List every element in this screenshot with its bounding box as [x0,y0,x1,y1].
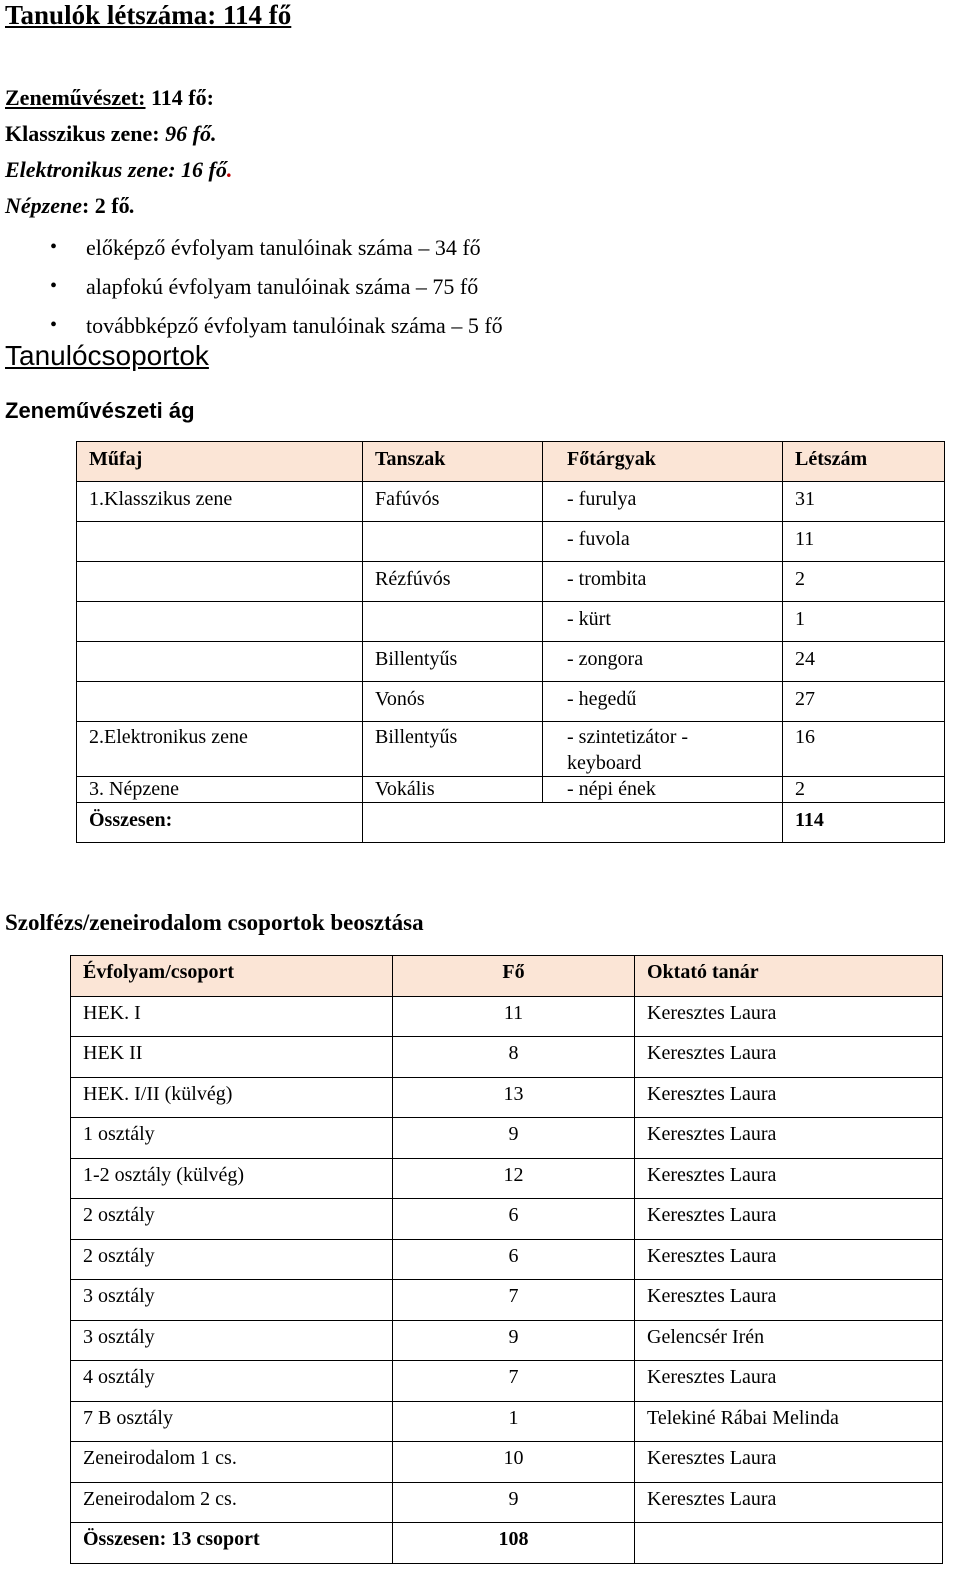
table-cell: 9 [393,1320,635,1361]
column-header: Évfolyam/csoport [71,956,393,997]
table-cell: 13 [393,1077,635,1118]
table-cell: Telekiné Rábai Melinda [635,1401,943,1442]
table-cell: - hegedű [543,682,783,722]
table-row [71,1442,943,1483]
solfege-table [70,955,943,1564]
table-total-row [71,1523,943,1564]
table-cell: - fuvola [543,522,783,562]
table-cell: 7 [393,1361,635,1402]
table-cell: Zeneirodalom 1 cs. [71,1442,393,1483]
table-total-row [77,803,945,843]
table-cell: Zeneirodalom 2 cs. [71,1482,393,1523]
table-cell: 24 [783,642,945,682]
table-cell: 2 osztály [71,1199,393,1240]
table-cell: 2 [783,562,945,602]
summary-music-value: 114 fő: [145,85,214,110]
table-row [77,562,945,602]
table-cell [77,642,363,682]
table-cell: 6 [393,1199,635,1240]
table-cell: - furulya [543,482,783,522]
table-cell: Vonós [363,682,543,722]
table-row [71,996,943,1037]
summary-classical-line [5,116,232,152]
table-cell: HEK. I [71,996,393,1037]
table-row [71,1280,943,1321]
table-row [71,1320,943,1361]
table-row [71,1401,943,1442]
bullet-item: • előképző évfolyam tanulóinak száma – 34 fő [50,228,503,267]
table-cell: Keresztes Laura [635,996,943,1037]
summary-folk-dot: . [129,193,136,218]
table-row [77,642,945,682]
column-header: Főtárgyak [543,442,783,482]
bullet-item: • továbbképző évfolyam tanulóinak száma – 5 fő [50,306,503,345]
table-cell: - zongora [543,642,783,682]
summary-folk-line [5,188,232,224]
table-cell [77,602,363,642]
table-cell [635,1523,943,1564]
table-cell: Gelencsér Irén [635,1320,943,1361]
table-cell: 31 [783,482,945,522]
table-cell: - kürt [543,602,783,642]
total-value: 108 [393,1523,635,1564]
table-cell [363,602,543,642]
total-label: Összesen: [77,803,363,843]
table-row [71,1118,943,1159]
table-cell: 11 [783,522,945,562]
music-table [76,441,945,843]
summary-music-label: Zeneművészet: [5,85,146,110]
table-cell: 9 [393,1118,635,1159]
table-cell: Keresztes Laura [635,1361,943,1402]
table-cell: Keresztes Laura [635,1077,943,1118]
table-cell: Billentyűs [363,722,543,777]
table-cell: 12 [393,1158,635,1199]
table-cell [77,522,363,562]
table-row [77,522,945,562]
table-cell: - trombita [543,562,783,602]
table-cell: 2 [783,777,945,803]
table-cell: 6 [393,1239,635,1280]
summary-music-line [5,80,232,116]
table-cell [363,522,543,562]
table-cell: Keresztes Laura [635,1199,943,1240]
table-row [77,602,945,642]
summary-electronic-dot: . [226,157,233,182]
table-cell: Vokális [363,777,543,803]
column-header: Létszám [783,442,945,482]
table-cell: 2.Elektronikus zene [77,722,363,777]
table-header-row [71,956,943,997]
table-cell: - népi ének [543,777,783,803]
column-header: Tanszak [363,442,543,482]
table-cell: 11 [393,996,635,1037]
table-cell: Keresztes Laura [635,1158,943,1199]
table-cell: 27 [783,682,945,722]
table-cell: Billentyűs [363,642,543,682]
table-row [71,1482,943,1523]
table-row [77,682,945,722]
table-cell: 1 [783,602,945,642]
total-label: Összesen: 13 csoport [71,1523,393,1564]
page-title: Tanulók létszáma: 114 fő [5,0,292,30]
table-cell: 3 osztály [71,1280,393,1321]
groups-heading: Tanulócsoportok [5,340,209,371]
table-cell: Keresztes Laura [635,1037,943,1078]
table-row [77,777,945,803]
table-cell: HEK II [71,1037,393,1078]
table-cell: 2 osztály [71,1239,393,1280]
column-header: Műfaj [77,442,363,482]
table-row [71,1361,943,1402]
summary-classical-label: Klasszikus zene: [5,121,166,146]
table-row [77,482,945,522]
table-row [71,1199,943,1240]
table-cell: Keresztes Laura [635,1239,943,1280]
table-cell [363,803,783,843]
table-cell: 4 osztály [71,1361,393,1402]
summary-folk-value: : 2 fő [81,193,130,218]
table-cell: 1.Klasszikus zene [77,482,363,522]
table-cell: Keresztes Laura [635,1280,943,1321]
summary-classical-value: 96 fő. [165,121,217,146]
table-cell: Keresztes Laura [635,1482,943,1523]
table-cell: 1 osztály [71,1118,393,1159]
solfege-heading: Szolfézs/zeneirodalom csoportok beosztása [5,910,424,935]
summary-electronic-line [5,152,232,188]
summary-electronic-value: 16 fő [181,157,227,182]
bullet-item: • alapfokú évfolyam tanulóinak száma – 75 fő [50,267,503,306]
table-cell: 1 [393,1401,635,1442]
table-cell: - szintetizátor - keyboard [543,722,783,777]
table-cell: 7 [393,1280,635,1321]
table-cell: 9 [393,1482,635,1523]
column-header: Oktató tanár [635,956,943,997]
table-cell: 3 osztály [71,1320,393,1361]
table-row [71,1158,943,1199]
table-cell: Keresztes Laura [635,1118,943,1159]
table-row [77,722,945,777]
branch-heading: Zeneművészeti ág [5,398,195,423]
table-cell: Keresztes Laura [635,1442,943,1483]
table-row [71,1077,943,1118]
total-value: 114 [783,803,945,843]
grade-bullet-list [50,228,503,345]
table-cell [77,562,363,602]
table-cell: 1-2 osztály (külvég) [71,1158,393,1199]
table-cell: 16 [783,722,945,777]
summary-block [5,80,232,224]
column-header: Fő [393,956,635,997]
table-header-row [77,442,945,482]
table-cell: 8 [393,1037,635,1078]
table-cell: Rézfúvós [363,562,543,602]
table-cell: HEK. I/II (külvég) [71,1077,393,1118]
table-row [71,1037,943,1078]
table-cell: 10 [393,1442,635,1483]
summary-electronic-label: Elektronikus zene: [5,157,182,182]
table-cell [77,682,363,722]
table-cell: 3. Népzene [77,777,363,803]
table-cell: Fafúvós [363,482,543,522]
table-cell: 7 B osztály [71,1401,393,1442]
table-row [71,1239,943,1280]
summary-folk-label: Népzene [5,193,82,218]
